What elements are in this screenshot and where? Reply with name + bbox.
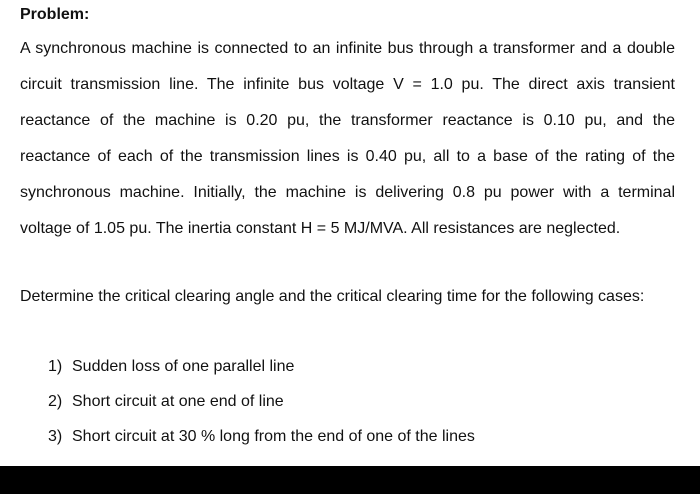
case-number: 3)	[48, 428, 63, 445]
problem-heading: Problem:	[20, 6, 90, 23]
case-text: Sudden loss of one parallel line	[72, 358, 295, 375]
case-item-3	[48, 421, 475, 456]
case-number: 1)	[48, 358, 63, 375]
task-statement: Determine the critical clearing angle and the critical clearing time for the following cases:	[20, 288, 645, 305]
bottom-black-bar	[0, 466, 700, 494]
case-number: 2)	[48, 393, 63, 410]
case-text: Short circuit at 30 % long from the end of one of the lines	[72, 428, 475, 445]
case-text: Short circuit at one end of line	[72, 393, 284, 410]
case-list	[48, 351, 475, 456]
case-item-2	[48, 386, 475, 421]
problem-description: A synchronous machine is connected to an infinite bus through a transformer and a double circuit transmission line. The infinite bus voltage V = 1.0 pu. The direct axis transient reactance of the machine is 0.20 pu, the transformer reactance is 0.10 pu, and the reactance of each of the transmission lines is 0.40 pu, all to a base of the rating of the synchronous machine. Initially, the machine is delivering 0.8 pu power with a terminal voltage of 1.05 pu. The inertia constant H = 5 MJ/MVA. All resistances are neglected.	[20, 40, 675, 237]
case-item-1	[48, 351, 475, 386]
